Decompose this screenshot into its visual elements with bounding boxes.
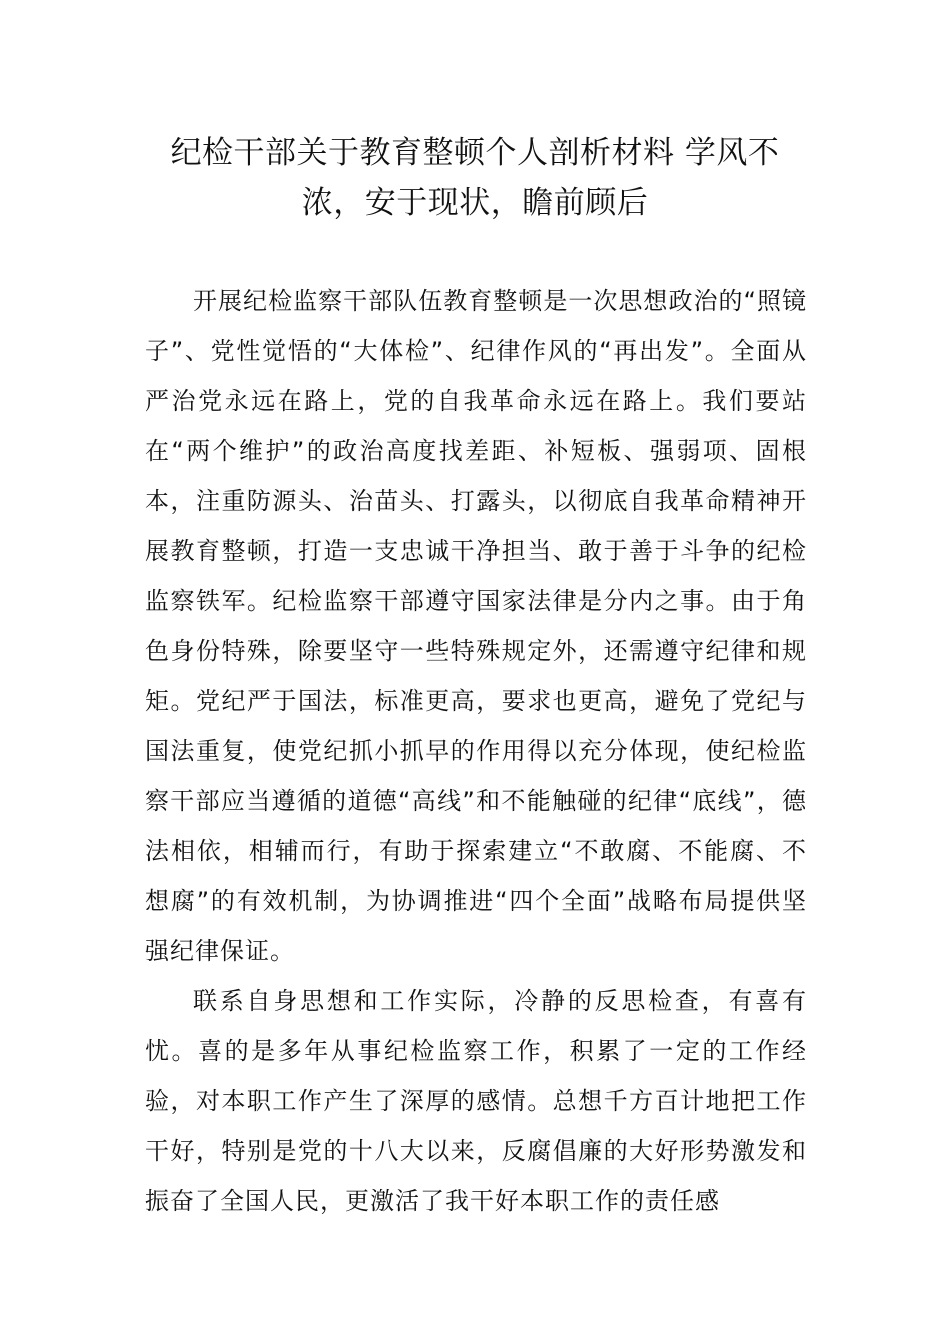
paragraph-2: 联系自身思想和工作实际，冷静的反思检查，有喜有忧。喜的是多年从事纪检监察工作，积累了一定的工作经验，对本职工作产生了深厚的感情。总想千方百计地把工作干好，特别是党的十八大以来，反腐倡廉的大好形势激发和振奋了全国人民，更激活了我干好本职工作的责任感	[145, 987, 807, 1215]
document-body	[145, 276, 807, 1226]
paragraph-1: 开展纪检监察干部队伍教育整顿是一次思想政治的“照镜子”、党性觉悟的“大体检”、纪律作风的“再出发”。全面从严治党永远在路上，党的自我革命永远在路上。我们要站在“两个维护”的政治高度找差距、补短板、强弱项、固根本，注重防源头、治苗头、打露头，以彻底自我革命精神开展教育整顿，打造一支忠诚干净担当、敢于善于斗争的纪检监察铁军。纪检监察干部遵守国家法律是分内之事。由于角色身份特殊，除要坚守一些特殊规定外，还需遵守纪律和规矩。党纪严于国法，标准更高，要求也更高，避免了党纪与国法重复，使党纪抓小抓早的作用得以充分体现，使纪检监察干部应当遵循的道德“高线”和不能触碰的纪律“底线”，德法相依，相辅而行，有助于探索建立“不敢腐、不能腐、不想腐”的有效机制，为协调推进“四个全面”战略布局提供坚强纪律保证。	[145, 287, 807, 965]
document-title: 纪检干部关于教育整顿个人剖析材料 学风不浓，安于现状，瞻前顾后	[170, 135, 780, 221]
